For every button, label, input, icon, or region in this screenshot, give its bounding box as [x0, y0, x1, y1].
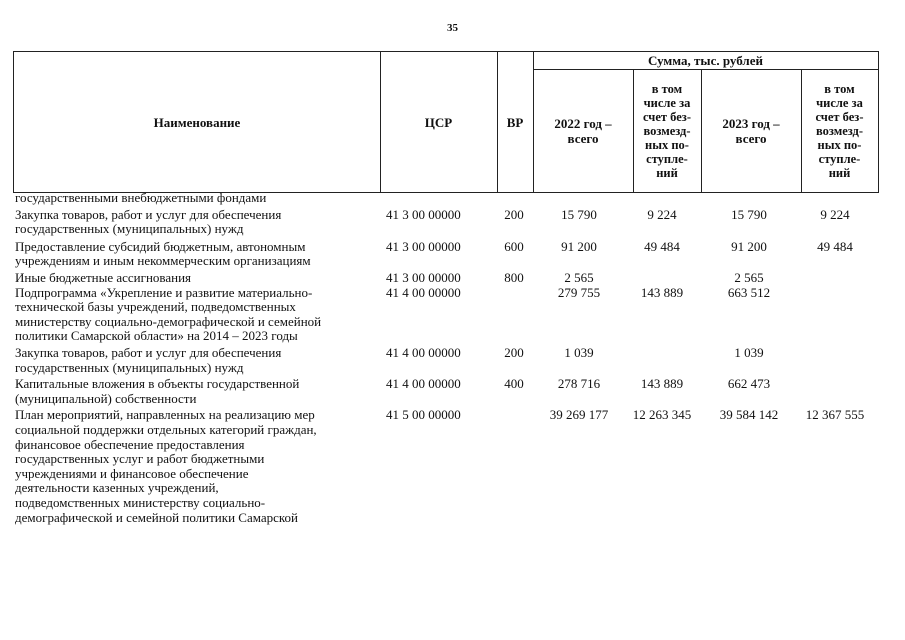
row-csr: 41 3 00 00000 — [386, 270, 461, 285]
text-line: социальной поддержки отдельных категорий граждан, — [15, 421, 317, 437]
text-line: государственных услуг и работ бюджетными — [15, 451, 265, 467]
header-csr: ЦСР — [424, 114, 453, 130]
row-vr: 400 — [504, 376, 524, 392]
text-line: План мероприятий, направленных на реализацию мер — [15, 407, 315, 423]
text-line: ных по- — [817, 137, 862, 152]
header-year2-sub — [801, 69, 878, 192]
row-name — [15, 408, 375, 525]
row-name — [15, 240, 375, 269]
text-line: Иные бюджетные ассигнования — [15, 270, 192, 285]
row-year1-total: 91 200 — [561, 238, 597, 254]
row-year2-total: 663 512 — [727, 284, 771, 300]
row-csr: 41 4 00 00000 — [386, 345, 461, 360]
header-year1-sub — [633, 69, 701, 192]
row-csr: 41 3 00 00000 — [386, 206, 461, 222]
row-vr: 600 — [504, 238, 524, 254]
page-number: 35 — [447, 22, 458, 34]
row-year2-total: 39 584 142 — [719, 407, 779, 423]
row-name — [15, 271, 375, 286]
text-line: всего — [735, 130, 767, 146]
text-line: возмезд- — [643, 123, 691, 138]
text-line: Закупка товаров, работ и услуг для обеспечения — [15, 345, 282, 360]
text-line: деятельности казенных учреждений, — [15, 480, 219, 496]
text-line: числе за — [643, 95, 691, 110]
text-line: государственными внебюджетными фондами — [15, 190, 267, 205]
text-line: Капитальные вложения в объекты государственной — [15, 376, 300, 392]
header-vr: ВР — [506, 114, 524, 130]
row-vr: 800 — [504, 270, 524, 285]
row-csr: 41 5 00 00000 — [386, 407, 461, 423]
row-year1-total: 15 790 — [561, 206, 597, 222]
row-year2-total: 2 565 — [734, 270, 764, 285]
header-year2-total — [701, 69, 801, 192]
row-csr: 41 4 00 00000 — [386, 284, 461, 300]
text-line: ний — [828, 165, 851, 180]
row-csr: 41 4 00 00000 — [386, 376, 461, 392]
row-year2-total: 662 473 — [727, 376, 771, 392]
text-line: министерству социально-демографической и семейной — [15, 313, 322, 329]
text-line: возмезд- — [815, 123, 864, 138]
row-year1-total: 2 565 — [564, 270, 594, 285]
header-name: Наименование — [153, 114, 241, 130]
text-line: учреждениями и финансовое обеспечение — [15, 465, 249, 481]
row-year2-sub: 9 224 — [820, 206, 850, 222]
text-line: всего — [567, 130, 599, 146]
row-name — [15, 191, 375, 206]
row-year1-total: 279 755 — [557, 284, 601, 300]
row-year2-total: 91 200 — [731, 238, 767, 254]
row-year2-total: 15 790 — [731, 206, 767, 222]
header-sum: Сумма, тыс. рублей — [648, 53, 763, 68]
text-line: финансовое обеспечение предоставления — [15, 436, 245, 452]
text-line: 2022 год – — [554, 115, 612, 131]
row-name — [15, 346, 375, 375]
row-year2-total: 1 039 — [734, 345, 764, 360]
text-line: ных по- — [645, 137, 689, 152]
row-vr: 200 — [504, 206, 524, 222]
row-year1-total: 1 039 — [564, 345, 594, 360]
row-year1-total: 278 716 — [557, 376, 601, 392]
text-line: ступле- — [646, 151, 688, 166]
row-name — [15, 208, 375, 237]
table-header — [13, 51, 879, 193]
text-line: государственных (муниципальных) нужд — [15, 359, 244, 375]
text-line: (муниципальной) собственности — [15, 390, 197, 406]
row-vr: 200 — [504, 345, 524, 360]
row-name — [15, 377, 375, 406]
text-line: в том — [824, 81, 855, 96]
row-csr: 41 3 00 00000 — [386, 238, 461, 254]
row-year1-sub: 143 889 — [640, 284, 684, 300]
text-line: подведомственных министерству социально- — [15, 494, 266, 510]
header-year1-total — [533, 69, 633, 192]
row-year1-sub: 9 224 — [647, 206, 677, 222]
text-line: государственных (муниципальных) нужд — [15, 221, 244, 237]
text-line: ступле- — [818, 151, 861, 166]
text-line: учреждениям и иным некоммерческим организациям — [15, 253, 311, 269]
text-line: счет без- — [643, 109, 691, 124]
text-line: политики Самарской области» на 2014 – 2023 годы — [15, 328, 298, 344]
text-line: Подпрограмма «Укрепление и развитие материально- — [15, 284, 313, 300]
text-line: счет без- — [815, 109, 864, 124]
row-year1-sub: 12 263 345 — [632, 407, 692, 423]
row-year1-sub: 49 484 — [644, 238, 680, 254]
row-name — [15, 286, 375, 344]
row-year1-sub: 143 889 — [640, 376, 684, 392]
row-year1-total: 39 269 177 — [549, 407, 609, 423]
text-line: 2023 год – — [722, 115, 780, 131]
text-line: технической базы учреждений, подведомственных — [15, 299, 296, 315]
text-line: ний — [656, 165, 678, 180]
row-year2-sub: 49 484 — [817, 238, 853, 254]
text-line: Предоставление субсидий бюджетным, автономным — [15, 238, 306, 254]
text-line: числе за — [816, 95, 863, 110]
row-year2-sub: 12 367 555 — [805, 407, 865, 423]
text-line: в том — [651, 81, 683, 96]
text-line: демографической и семейной политики Самарской — [15, 509, 299, 525]
text-line: Закупка товаров, работ и услуг для обеспечения — [15, 206, 282, 222]
